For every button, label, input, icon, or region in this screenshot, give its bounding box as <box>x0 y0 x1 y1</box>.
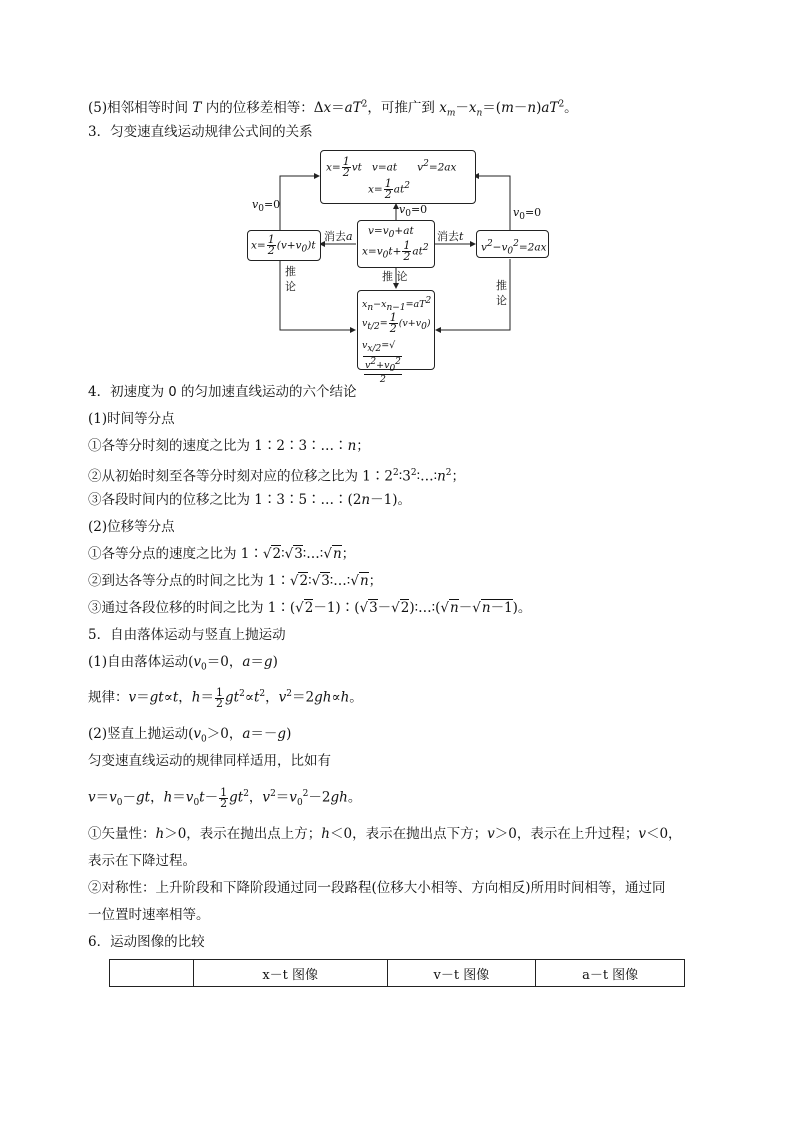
label-infer-right: 推 论 <box>496 279 507 307</box>
s5-vec1: ①矢量性：h＞0，表示在抛出点上方；h＜0，表示在抛出点下方；v＞0，表示在上升过程；v＜0， <box>88 826 682 842</box>
s5-sym1: ②对称性：上升阶段和下降阶段通过同一段路程(位移大小相等、方向相反)所用时间相等，通过同 <box>88 880 666 896</box>
s4-item1: ①各等分时刻的速度之比为 1∶2∶3∶…∶n； <box>88 438 370 454</box>
label-eliminate-a: 消去a <box>324 230 353 243</box>
top-box-row1: x= $\frac{1}{2}$ vt v=at $v^2=2ax$ <box>326 155 457 179</box>
table-header-xt: x－t 图像 <box>193 960 387 987</box>
center-box-row1: $v=v_0+at$ <box>368 225 414 241</box>
s4-sub2: (2)位移等分点 <box>88 519 175 535</box>
center-box-row2: $x=v_0t+$ $\frac{1}{2}$ $at^2$ <box>362 239 429 263</box>
label-eliminate-t: 消去t <box>437 230 464 243</box>
diagram-left-box <box>247 230 321 261</box>
text-line-5 <box>88 94 578 123</box>
s5-sub2: (2)竖直上抛运动($v_0>0$，a＝－g) <box>88 726 292 745</box>
s4-sub1: (1)时间等分点 <box>88 411 175 427</box>
diagram-center-box <box>357 220 435 268</box>
formula-relation-diagram <box>245 148 553 385</box>
bottom-box-row2: $v_{t/2}=$ $\frac{1}{2}$ $(v+v_0)$ <box>362 311 431 335</box>
section-6-title: 6．运动图像的比较 <box>88 934 205 950</box>
s5-sym2: 一位置时速率相等。 <box>88 907 210 923</box>
motion-graph-comparison-table <box>109 959 685 987</box>
left-box-row: x= $\frac{1}{2}$ $(v+v_0)t$ <box>251 233 316 257</box>
label-v0-right: $v_0=0$ <box>513 206 542 223</box>
table-header-row <box>110 960 685 987</box>
s4-item6: ③通过各段位移的时间之比为 1∶(√2－1)∶(√3－√2)∶…∶(√n－√n－1)。 <box>88 600 532 616</box>
s4-item3: ③各段时间内的位移之比为 1∶3∶5∶…∶(2n－1)。 <box>88 492 411 508</box>
s5-sub1: (1)自由落体运动($v_0=0$，a＝g) <box>88 654 278 673</box>
section-5-title: 5．自由落体运动与竖直上抛运动 <box>88 627 286 643</box>
label-infer-left: 推 论 <box>285 265 296 293</box>
label-infer-center: 推 论 <box>382 270 408 283</box>
diagram-bottom-box <box>357 290 435 385</box>
label-v0-center: $v_0=0$ <box>399 203 428 220</box>
s5-apply: 匀变速直线运动的规律同样适用，比如有 <box>88 753 331 769</box>
top-box-row2: x= $\frac{1}{2}$ $at^2$ <box>368 177 410 201</box>
table-header-at: a－t 图像 <box>536 960 685 987</box>
s4-item2: ②从初始时刻至各等分时刻对应的位移之比为 $1∶2^2∶3^2∶\dots∶n^2$； <box>88 468 466 485</box>
line5-render: (5)相邻相等时间 T 内的位移差相等：$\Delta x=aT^2$，可推广到 $x_m-x_n=(m-n)aT^2$。 <box>88 99 578 119</box>
bottom-box-row3: $v_{x/2}=√$ $\frac{v^2+v_0^2}{2}$ <box>362 340 401 385</box>
table-header-vt: v－t 图像 <box>387 960 536 987</box>
label-v0-left: $v_0=0$ <box>252 198 281 215</box>
s5-vec2: 表示在下降过程。 <box>88 853 196 869</box>
s5-eq: $v=v_0-gt$，$h=v_0t-$ $\frac{1}{2}$ $gt^2$，$v^2=v_0^2-2gh$。 <box>88 785 362 810</box>
s4-item4: ①各等分点的速度之比为 1∶√2∶√3∶…∶√n； <box>88 546 356 562</box>
diagram-top-box <box>320 150 476 204</box>
s5-rule: 规律：v＝gt∝t，h＝ $\frac{1}{2}$ $gt^2\propto t^2$，$v^2=2gh\propto h$。 <box>88 685 363 710</box>
table-header-empty <box>110 960 194 987</box>
section-3-title: 3．匀变速直线运动规律公式间的关系 <box>88 124 313 140</box>
bottom-box-row1: $x_n-x_{n-1}=aT^2$ <box>362 296 432 314</box>
right-box-row: $v^2-v_0^2=2ax$ <box>481 239 547 257</box>
diagram-right-box <box>476 230 549 258</box>
s4-item5: ②到达各等分点的时间之比为 1∶√2∶√3∶…∶√n； <box>88 573 383 589</box>
section-4-title: 4．初速度为 0 的匀加速直线运动的六个结论 <box>88 384 357 400</box>
